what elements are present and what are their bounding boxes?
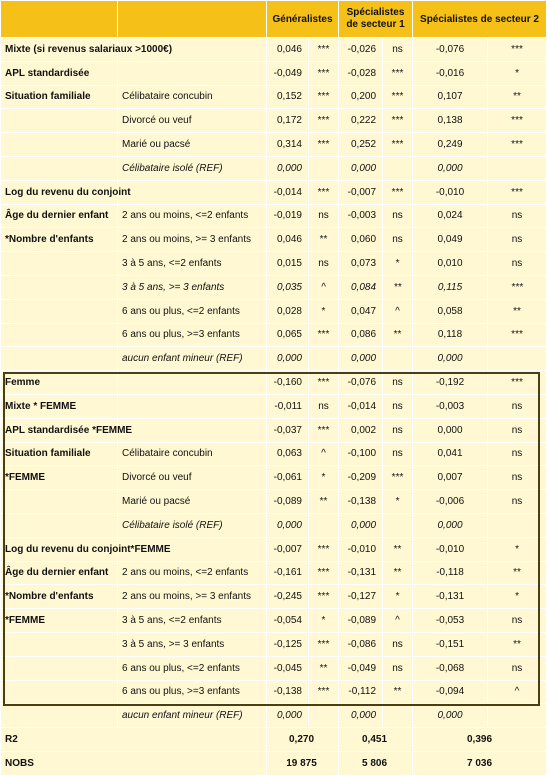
row-modality: 3 à 5 ans, <=2 enfants — [118, 609, 267, 633]
specialistes-2-signif: * — [488, 585, 547, 609]
table-row — [1, 513, 547, 537]
specialistes-2-signif: *** — [488, 133, 547, 157]
generalistes-signif: ns — [309, 204, 339, 228]
generalistes-coef: -0,089 — [267, 490, 309, 514]
generalistes-coef: 0,000 — [267, 704, 309, 728]
total-label: NOBS — [1, 751, 267, 775]
row-modality: Divorcé ou veuf — [118, 466, 267, 490]
generalistes-signif: ns — [309, 394, 339, 418]
table-row — [1, 656, 547, 680]
specialistes-1-signif: ns — [383, 371, 413, 395]
specialistes-1-coef: -0,100 — [339, 442, 383, 466]
generalistes-signif: ns — [309, 252, 339, 276]
row-modality — [118, 61, 267, 85]
row-modality: 2 ans ou moins, <=2 enfants — [118, 204, 267, 228]
specialistes-1-coef: -0,131 — [339, 561, 383, 585]
table-row — [1, 133, 547, 157]
specialistes-1-coef: 0,000 — [339, 704, 383, 728]
table-row — [1, 609, 547, 633]
table-row — [1, 109, 547, 133]
specialistes-1-coef: -0,112 — [339, 680, 383, 704]
row-label — [1, 490, 118, 514]
row-modality: 6 ans ou plus, >=3 enfants — [118, 323, 267, 347]
generalistes-signif: *** — [309, 133, 339, 157]
row-modality: 6 ans ou plus, >=3 enfants — [118, 680, 267, 704]
table-row — [1, 561, 547, 585]
row-modality: Divorcé ou veuf — [118, 109, 267, 133]
row-modality: 2 ans ou moins, >= 3 enfants — [118, 228, 267, 252]
specialistes-1-coef: -0,138 — [339, 490, 383, 514]
table-footer — [1, 728, 547, 776]
row-modality — [118, 418, 267, 442]
specialistes-2-coef: 0,000 — [413, 418, 488, 442]
specialistes-2-coef: -0,068 — [413, 656, 488, 680]
row-label: Log du revenu du conjoint*FEMME — [1, 537, 118, 561]
specialistes-2-signif: ns — [488, 609, 547, 633]
row-modality: Célibataire concubin — [118, 85, 267, 109]
specialistes-2-coef: -0,003 — [413, 394, 488, 418]
generalistes-coef: 0,028 — [267, 299, 309, 323]
generalistes-coef: 0,000 — [267, 156, 309, 180]
generalistes-signif: *** — [309, 632, 339, 656]
specialistes-2-coef: 0,007 — [413, 466, 488, 490]
specialistes-2-coef: 0,010 — [413, 252, 488, 276]
row-label — [1, 513, 118, 537]
specialistes-1-signif: ^ — [383, 609, 413, 633]
specialistes-1-signif: ** — [383, 323, 413, 347]
row-label — [1, 252, 118, 276]
row-label — [1, 323, 118, 347]
specialistes-2-signif — [488, 513, 547, 537]
generalistes-total: 19 875 — [267, 751, 339, 775]
header-empty — [118, 1, 267, 38]
table-row — [1, 323, 547, 347]
row-label — [1, 156, 118, 180]
table-row — [1, 490, 547, 514]
generalistes-signif: *** — [309, 180, 339, 204]
row-modality — [118, 180, 267, 204]
table-row — [1, 299, 547, 323]
specialistes-2-coef: 0,041 — [413, 442, 488, 466]
specialistes-1-coef: -0,007 — [339, 180, 383, 204]
specialistes-2-coef: -0,076 — [413, 38, 488, 62]
row-label: APL standardisée — [1, 61, 118, 85]
generalistes-signif: * — [309, 466, 339, 490]
specialistes-1-signif: *** — [383, 109, 413, 133]
specialistes-2-signif: ns — [488, 442, 547, 466]
generalistes-coef: -0,037 — [267, 418, 309, 442]
specialistes-1-total: 5 806 — [339, 751, 413, 775]
row-label — [1, 632, 118, 656]
table-row — [1, 347, 547, 371]
specialistes-2-signif: *** — [488, 323, 547, 347]
specialistes-2-coef: -0,010 — [413, 180, 488, 204]
specialistes-2-coef: -0,131 — [413, 585, 488, 609]
table-row — [1, 466, 547, 490]
generalistes-coef: 0,063 — [267, 442, 309, 466]
specialistes-2-signif: ns — [488, 466, 547, 490]
specialistes-2-coef: 0,107 — [413, 85, 488, 109]
specialistes-2-total: 0,396 — [413, 728, 547, 752]
generalistes-total: 0,270 — [267, 728, 339, 752]
specialistes-2-signif: *** — [488, 371, 547, 395]
specialistes-1-signif: ns — [383, 38, 413, 62]
specialistes-2-signif: ns — [488, 204, 547, 228]
table-row — [1, 275, 547, 299]
specialistes-1-signif: ** — [383, 275, 413, 299]
generalistes-coef: 0,000 — [267, 513, 309, 537]
specialistes-1-coef: -0,209 — [339, 466, 383, 490]
generalistes-signif: * — [309, 609, 339, 633]
specialistes-2-signif: ns — [488, 656, 547, 680]
specialistes-2-total: 7 036 — [413, 751, 547, 775]
generalistes-signif: *** — [309, 38, 339, 62]
generalistes-signif: *** — [309, 418, 339, 442]
table-row — [1, 442, 547, 466]
table-row — [1, 418, 547, 442]
row-label: Mixte (si revenus salariaux >1000€) — [1, 38, 118, 62]
row-label — [1, 275, 118, 299]
generalistes-signif — [309, 704, 339, 728]
specialistes-1-signif — [383, 347, 413, 371]
row-modality: 3 à 5 ans, <=2 enfants — [118, 252, 267, 276]
row-label: *FEMME — [1, 466, 118, 490]
specialistes-2-coef: 0,024 — [413, 204, 488, 228]
generalistes-coef: 0,000 — [267, 347, 309, 371]
row-label: Situation familiale — [1, 85, 118, 109]
row-modality: Célibataire isolé (REF) — [118, 156, 267, 180]
generalistes-signif: *** — [309, 585, 339, 609]
generalistes-signif: *** — [309, 85, 339, 109]
table-row — [1, 680, 547, 704]
specialistes-1-coef: 0,000 — [339, 513, 383, 537]
row-label: Situation familiale — [1, 442, 118, 466]
row-modality: Marié ou pacsé — [118, 133, 267, 157]
specialistes-2-coef: 0,115 — [413, 275, 488, 299]
specialistes-1-coef: 0,000 — [339, 347, 383, 371]
specialistes-2-signif: *** — [488, 275, 547, 299]
specialistes-1-coef: -0,026 — [339, 38, 383, 62]
specialistes-1-signif: *** — [383, 466, 413, 490]
specialistes-2-signif: ns — [488, 228, 547, 252]
specialistes-2-signif: ** — [488, 299, 547, 323]
generalistes-coef: -0,007 — [267, 537, 309, 561]
header-row — [1, 1, 547, 38]
specialistes-1-signif — [383, 704, 413, 728]
specialistes-2-signif: ** — [488, 85, 547, 109]
specialistes-2-coef: -0,118 — [413, 561, 488, 585]
specialistes-2-coef: 0,138 — [413, 109, 488, 133]
row-label: Mixte * FEMME — [1, 394, 118, 418]
specialistes-2-signif: ns — [488, 418, 547, 442]
specialistes-2-signif: * — [488, 61, 547, 85]
specialistes-1-signif: * — [383, 585, 413, 609]
row-modality: 6 ans ou plus, <=2 enfants — [118, 656, 267, 680]
specialistes-2-signif: *** — [488, 38, 547, 62]
specialistes-1-coef: -0,076 — [339, 371, 383, 395]
specialistes-2-coef: 0,249 — [413, 133, 488, 157]
row-modality: 3 à 5 ans, >= 3 enfants — [118, 632, 267, 656]
specialistes-2-coef: -0,010 — [413, 537, 488, 561]
generalistes-signif: *** — [309, 109, 339, 133]
generalistes-signif: *** — [309, 680, 339, 704]
specialistes-1-signif: *** — [383, 61, 413, 85]
specialistes-2-signif: ** — [488, 561, 547, 585]
generalistes-signif: *** — [309, 61, 339, 85]
specialistes-1-signif: ns — [383, 632, 413, 656]
row-modality: aucun enfant mineur (REF) — [118, 704, 267, 728]
generalistes-coef: 0,152 — [267, 85, 309, 109]
generalistes-signif: *** — [309, 561, 339, 585]
generalistes-coef: -0,011 — [267, 394, 309, 418]
table-row — [1, 204, 547, 228]
table-body — [1, 38, 547, 728]
generalistes-signif: ^ — [309, 275, 339, 299]
generalistes-signif: ** — [309, 490, 339, 514]
generalistes-coef: -0,045 — [267, 656, 309, 680]
row-label: APL standardisée *FEMME — [1, 418, 118, 442]
table-row — [1, 632, 547, 656]
specialistes-2-signif: *** — [488, 180, 547, 204]
row-label — [1, 656, 118, 680]
generalistes-coef: 0,065 — [267, 323, 309, 347]
generalistes-signif: *** — [309, 323, 339, 347]
generalistes-signif: ** — [309, 656, 339, 680]
specialistes-1-signif: ns — [383, 442, 413, 466]
row-modality: 2 ans ou moins, <=2 enfants — [118, 561, 267, 585]
row-modality: Célibataire concubin — [118, 442, 267, 466]
row-label — [1, 680, 118, 704]
generalistes-coef: 0,015 — [267, 252, 309, 276]
row-modality: 6 ans ou plus, <=2 enfants — [118, 299, 267, 323]
specialistes-2-signif — [488, 347, 547, 371]
generalistes-coef: -0,160 — [267, 371, 309, 395]
row-label: Âge du dernier enfant — [1, 204, 118, 228]
generalistes-coef: 0,035 — [267, 275, 309, 299]
header-specialistes-2: Spécialistes de secteur 2 — [413, 1, 547, 38]
specialistes-1-coef: 0,002 — [339, 418, 383, 442]
generalistes-coef: 0,046 — [267, 38, 309, 62]
row-label: Log du revenu du conjoint — [1, 180, 118, 204]
specialistes-1-signif — [383, 513, 413, 537]
specialistes-1-coef: -0,086 — [339, 632, 383, 656]
specialistes-2-coef: 0,049 — [413, 228, 488, 252]
table-row — [1, 394, 547, 418]
specialistes-1-signif: ** — [383, 561, 413, 585]
table-row — [1, 704, 547, 728]
specialistes-1-signif: ns — [383, 656, 413, 680]
specialistes-2-signif: ns — [488, 252, 547, 276]
total-row — [1, 728, 547, 752]
generalistes-signif: ** — [309, 228, 339, 252]
generalistes-signif — [309, 156, 339, 180]
specialistes-2-signif: ns — [488, 394, 547, 418]
generalistes-signif — [309, 513, 339, 537]
row-modality: Célibataire isolé (REF) — [118, 513, 267, 537]
specialistes-2-signif: *** — [488, 109, 547, 133]
specialistes-1-coef: 0,084 — [339, 275, 383, 299]
header-generalistes: Généralistes — [267, 1, 339, 38]
specialistes-1-coef: 0,047 — [339, 299, 383, 323]
specialistes-1-signif: * — [383, 252, 413, 276]
specialistes-2-coef: 0,118 — [413, 323, 488, 347]
total-label: R2 — [1, 728, 267, 752]
row-label: Femme — [1, 371, 118, 395]
specialistes-1-total: 0,451 — [339, 728, 413, 752]
specialistes-2-coef: 0,000 — [413, 347, 488, 371]
specialistes-1-signif: ns — [383, 228, 413, 252]
row-modality — [118, 371, 267, 395]
specialistes-2-coef: -0,053 — [413, 609, 488, 633]
specialistes-1-coef: -0,089 — [339, 609, 383, 633]
specialistes-1-signif: *** — [383, 85, 413, 109]
table-row — [1, 156, 547, 180]
row-label — [1, 109, 118, 133]
specialistes-1-signif: ** — [383, 537, 413, 561]
generalistes-signif: *** — [309, 537, 339, 561]
generalistes-coef: 0,172 — [267, 109, 309, 133]
specialistes-2-signif: * — [488, 537, 547, 561]
specialistes-2-signif: ^ — [488, 680, 547, 704]
specialistes-1-coef: 0,000 — [339, 156, 383, 180]
row-modality: Marié ou pacsé — [118, 490, 267, 514]
specialistes-2-coef: 0,000 — [413, 156, 488, 180]
row-label — [1, 299, 118, 323]
table-row — [1, 371, 547, 395]
specialistes-1-coef: -0,028 — [339, 61, 383, 85]
generalistes-signif — [309, 347, 339, 371]
row-modality: aucun enfant mineur (REF) — [118, 347, 267, 371]
specialistes-2-coef: 0,058 — [413, 299, 488, 323]
generalistes-signif: * — [309, 299, 339, 323]
specialistes-1-coef: 0,060 — [339, 228, 383, 252]
table-row — [1, 228, 547, 252]
header-empty — [1, 1, 118, 38]
generalistes-coef: -0,049 — [267, 61, 309, 85]
specialistes-1-signif: * — [383, 490, 413, 514]
specialistes-2-coef: 0,000 — [413, 513, 488, 537]
generalistes-coef: -0,054 — [267, 609, 309, 633]
row-modality: 2 ans ou moins, >= 3 enfants — [118, 585, 267, 609]
table-row — [1, 61, 547, 85]
specialistes-2-coef: 0,000 — [413, 704, 488, 728]
table-row — [1, 85, 547, 109]
generalistes-coef: -0,245 — [267, 585, 309, 609]
specialistes-2-coef: -0,192 — [413, 371, 488, 395]
table-row — [1, 537, 547, 561]
specialistes-1-coef: -0,127 — [339, 585, 383, 609]
total-row — [1, 751, 547, 775]
generalistes-coef: 0,046 — [267, 228, 309, 252]
generalistes-coef: 0,314 — [267, 133, 309, 157]
specialistes-1-coef: -0,014 — [339, 394, 383, 418]
table-row — [1, 585, 547, 609]
specialistes-1-coef: 0,086 — [339, 323, 383, 347]
row-label: Âge du dernier enfant — [1, 561, 118, 585]
specialistes-1-signif: ns — [383, 418, 413, 442]
specialistes-1-signif: ^ — [383, 299, 413, 323]
specialistes-2-coef: -0,094 — [413, 680, 488, 704]
row-label: *FEMME — [1, 609, 118, 633]
specialistes-1-coef: -0,010 — [339, 537, 383, 561]
specialistes-1-signif: ** — [383, 680, 413, 704]
generalistes-coef: -0,014 — [267, 180, 309, 204]
specialistes-2-signif: ** — [488, 632, 547, 656]
specialistes-2-signif — [488, 156, 547, 180]
row-label — [1, 133, 118, 157]
header-specialistes-1: Spécialistes de secteur 1 — [339, 1, 413, 38]
generalistes-signif: *** — [309, 371, 339, 395]
table-row — [1, 38, 547, 62]
generalistes-coef: -0,138 — [267, 680, 309, 704]
specialistes-1-coef: 0,073 — [339, 252, 383, 276]
specialistes-1-signif: *** — [383, 180, 413, 204]
table-row — [1, 252, 547, 276]
row-label — [1, 347, 118, 371]
row-label — [1, 704, 118, 728]
row-modality — [118, 394, 267, 418]
generalistes-signif: ^ — [309, 442, 339, 466]
specialistes-1-coef: 0,200 — [339, 85, 383, 109]
specialistes-2-coef: -0,006 — [413, 490, 488, 514]
specialistes-2-coef: -0,016 — [413, 61, 488, 85]
specialistes-1-signif: *** — [383, 133, 413, 157]
row-label: *Nombre d'enfants — [1, 585, 118, 609]
specialistes-1-signif — [383, 156, 413, 180]
generalistes-coef: -0,161 — [267, 561, 309, 585]
specialistes-1-coef: -0,003 — [339, 204, 383, 228]
specialistes-1-signif: ns — [383, 394, 413, 418]
specialistes-1-signif: ns — [383, 204, 413, 228]
row-label: *Nombre d'enfants — [1, 228, 118, 252]
generalistes-coef: -0,125 — [267, 632, 309, 656]
specialistes-2-signif: ns — [488, 490, 547, 514]
specialistes-1-coef: -0,049 — [339, 656, 383, 680]
specialistes-2-coef: -0,151 — [413, 632, 488, 656]
row-modality: 3 à 5 ans, >= 3 enfants — [118, 275, 267, 299]
specialistes-1-coef: 0,252 — [339, 133, 383, 157]
specialistes-1-coef: 0,222 — [339, 109, 383, 133]
generalistes-coef: -0,061 — [267, 466, 309, 490]
specialistes-2-signif — [488, 704, 547, 728]
table-row — [1, 180, 547, 204]
generalistes-coef: -0,019 — [267, 204, 309, 228]
